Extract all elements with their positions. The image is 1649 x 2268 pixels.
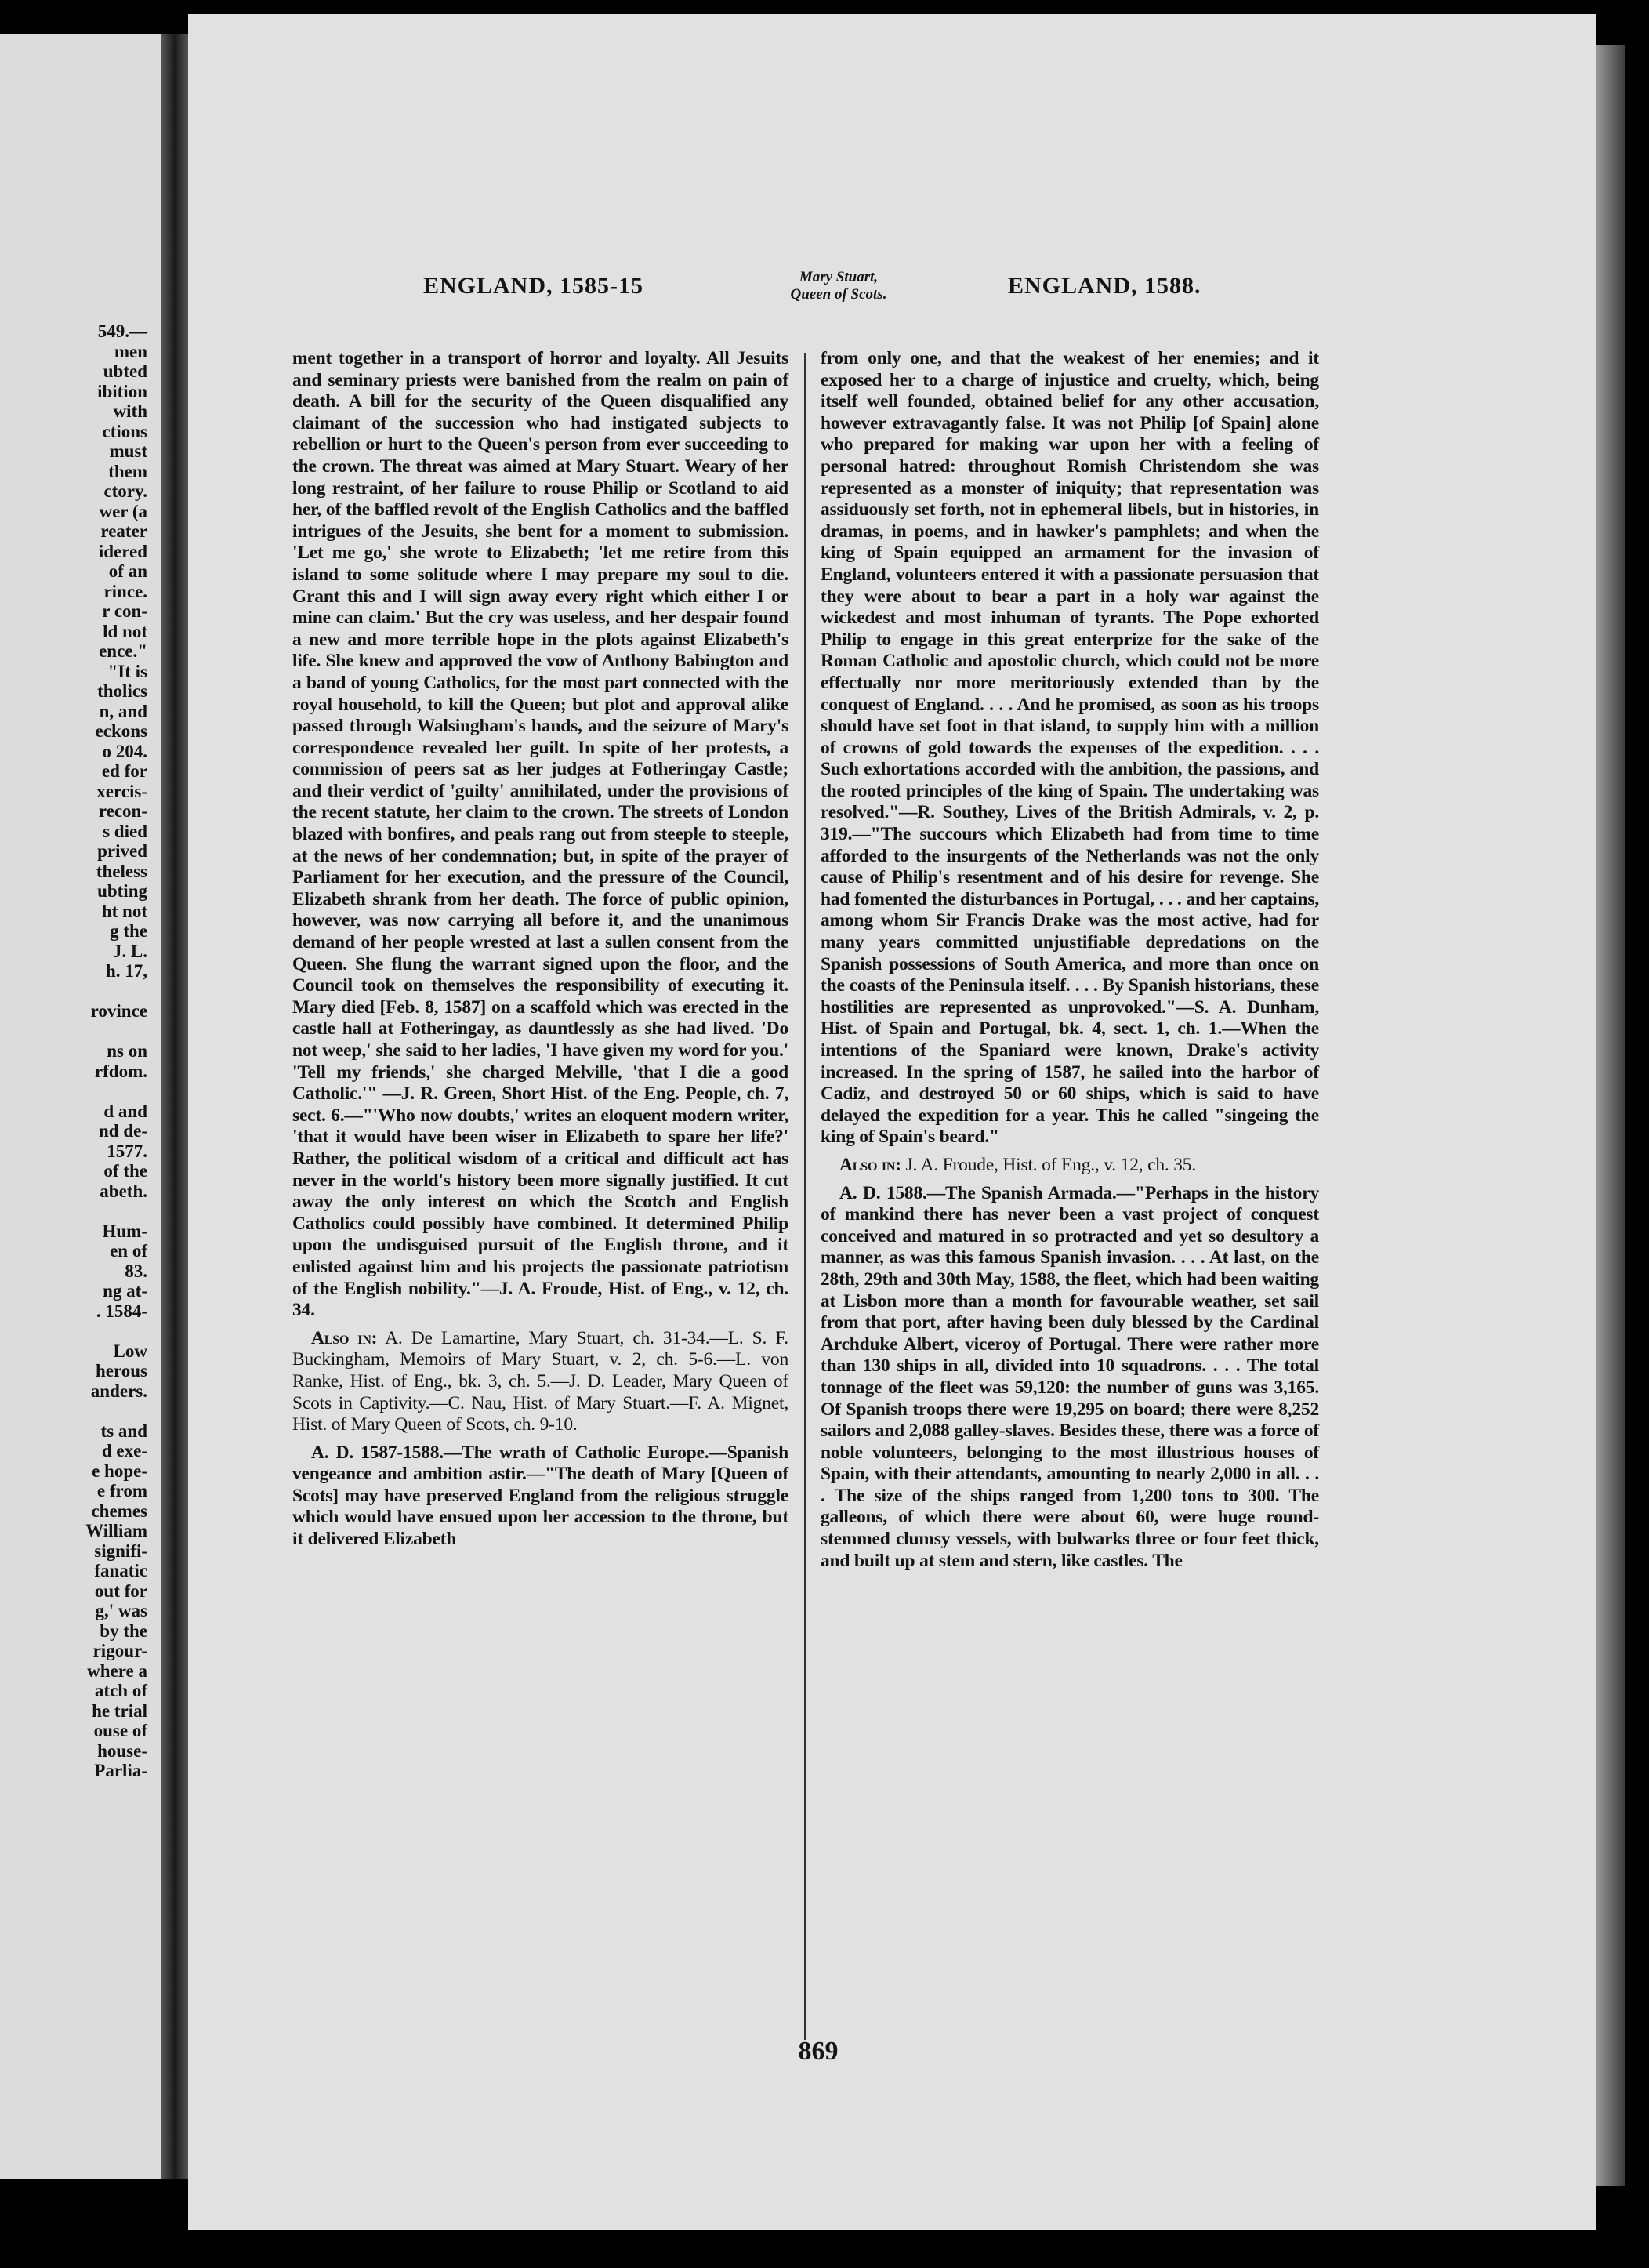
facing-page-line: abeth. [100,1181,147,1201]
page-stack-edge [1596,45,1625,2186]
facing-page-line: ibition [97,381,147,401]
facing-page-line: xercis- [96,781,147,801]
running-head-left: ENGLAND, 1585-15 [423,273,644,299]
facing-page-line: recon- [98,801,147,821]
facing-page-line: ld not [103,621,147,641]
facing-page-line: ctory. [103,481,147,501]
facing-page-line: herous [95,1361,147,1381]
entry-text: —"The death of Mary [Queen of Scots] may have preserved England from the religious struggle which would have ensued upon her accession to the throne, but it delivered Elizabeth [292,1464,789,1550]
running-head-center-line2: Queen of Scots. [790,286,887,303]
facing-page-line: must [109,441,147,461]
facing-page-line: ctions [102,421,147,441]
facing-page-line: chemes [91,1501,147,1521]
facing-page-line: he trial [92,1700,147,1721]
facing-page-line: Low [113,1341,147,1361]
running-head-center-line1: Mary Stuart, [799,269,879,285]
entry [292,1442,788,1551]
facing-page-line: ence." [99,641,147,661]
facing-page-line: e hope- [92,1461,147,1481]
facing-page-line: r con- [102,601,147,621]
facing-page-line: them [108,461,147,481]
facing-page-line: h. 17, [105,961,147,981]
facing-page-line: g,' was [95,1601,147,1620]
entry-heading: A. D. 1587-1588.—The wrath of Catholic Europe.—Spanish vengeance and ambition astir. [292,1442,788,1485]
facing-page-line: fanatic [94,1561,147,1580]
paragraph: from only one, and that the weakest of her enemies; and it exposed her to a charge of injustice and cruelty, which, being itself well founded, obtained belief for any other accusation, however extravagantly false. It was not Philip [of Spain] alone who prepared for making war upon her with a feeling of personal hatred: throughout Romish Christendom she was represented as a monster of iniquity; that representation was assiduously set forth, not in ephemeral libels, but in histories, in dramas, in poems, and in hawker's pamphlets; and when the king of Spain equipped an armament for the invasion of England, volunteers entered it with a passionate persuasion that they were about to bear a part in a holy war against the wickedest and most inhuman of tyrants. The Pope exhorted Philip to engage in this great enterprize for the sake of the Roman Catholic and apostolic church, which could not be more effectually nor more meritoriously extended than by the conquest of England. . . . And he promised, as soon as his troops should have set foot in that island, to supply him with a million of crowns of gold towards the expenses of the expedition. . . . Such exhortations accorded with the ambition, the passions, and the rooted principles of the king of Spain. The undertaking was resolved."—R. Southey, Lives of the British Admirals, v. 2, p. 319.—"The succours which Elizabeth had from time to time afforded to the insurgents of the Netherlands was not the only cause of Philip's resentment and of his desire for revenge. She had fomented the disturbances in Portugal, . . . and her captains, among whom Sir Francis Drake was the most active, had for many years committed unjustifiable depredations on the Spanish possessions of South America, and more than once on the coasts of the Peninsula itself. . . . By Spanish historians, these hostilities are represented as unprovoked."—S. A. Dunham, Hist. of Spain and Portugal, bk. 4, sect. 1, ch. 1.—When the intentions of the Spaniard were known, Drake's activity increased. In the spring of 1587, he sailed into the harbor of Cadiz, and destroyed 50 or 60 ships, which is said to have delayed the expedition for a year. This he called "singeing the king of Spain's beard." [821,348,1319,1148]
facing-page-line: atch of [94,1681,147,1700]
facing-page-line: tholics [97,681,147,701]
facing-page-line: 83. [125,1261,147,1281]
facing-page-line: rovince [90,1001,147,1021]
facing-page-line: house- [97,1740,147,1761]
facing-page-line: ng at- [103,1281,147,1301]
facing-page-line: ed for [101,761,147,781]
facing-page-line: where a [87,1660,147,1681]
also-in-text: J. A. Froude, Hist. of Eng., v. 12, ch. 35. [905,1154,1196,1175]
facing-page-line: e from [96,1481,147,1501]
facing-page-line: wer (a [99,501,147,521]
entry-heading: A. D. 1588.—The Spanish Armada. [839,1182,1117,1203]
facing-page-line: ubting [97,881,147,901]
facing-page-line: prived [97,841,147,861]
facing-page-line: . 1584- [96,1301,147,1321]
right-column [821,348,1319,1572]
facing-page-line: rfdom. [94,1061,147,1081]
facing-page-line: of an [108,561,147,581]
entry [821,1183,1319,1573]
facing-page-line: rince. [103,581,147,601]
paragraph: ment together in a transport of horror and loyalty. All Jesuits and seminary priests were banished from the realm on pain of death. A bill for the security of the Queen disqualified any claimant of the succession who had instigated subjects to rebellion or hurt to the Queen's person from ever succeeding to the crown. The threat was aimed at Mary Stuart. Weary of her long restraint, of her failure to rouse Philip or Scotland to aid her, of the baffled revolt of the English Catholics and the baffled intrigues of the Jesuits, she bent for a moment to submission. 'Let me go,' she wrote to Elizabeth; 'let me retire from this island to some solitude where I may prepare my soul to die. Grant this and I will sign away every right which either I or mine can claim.' But the cry was useless, and her despair found a new and more terrible hope in the plots against Elizabeth's life. She knew and approved the vow of Anthony Babington and a band of young Catholics, for the most part connected with the royal household, to kill the Queen; but plot and approval alike passed through Walsingham's hands, and the seizure of Mary's correspondence revealed her guilt. In spite of her protests, a commission of peers sat as her judges at Fotheringay Castle; and their verdict of 'guilty' annihilated, under the provisions of the recent statute, her claim to the crown. The streets of London blazed with bonfires, and peals rang out from steeple to steeple, at the news of her condemnation; but, in spite of the prayer of Parliament for her execution, and the pressure of the Council, Elizabeth shrank from her death. The force of public opinion, however, was now carrying all before it, and the unanimous demand of her people wrested at last a sullen consent from the Queen. She flung the warrant signed upon the floor, and the Council took on themselves the responsibility of executing it. Mary died [Feb. 8, 1587] on a scaffold which was erected in the castle hall at Fotheringay, as dauntlessly as she had lived. 'Do not weep,' she said to her ladies, 'I have given my word for you.' 'Tell my friends,' she charged Melville, 'that I die a good Catholic.'" —J. R. Green, Short Hist. of the Eng. People, ch. 7, sect. 6.—"'Who now doubts,' writes an eloquent modern writer, 'that it would have been wiser in Elizabeth to spare her life?' Rather, the political wisdom of a critical and difficult act has never in the world's history been more signally justified. It cut away the only interest on which the Scotch and English Catholics could possibly have combined. It determined Philip upon the undisguised pursuit of the English throne, and it enlisted against him and his projects the passionate patriotism of the English nobility."—J. A. Froude, Hist. of Eng., v. 12, ch. 34. [292,348,788,1321]
facing-page-line: d exe- [101,1441,147,1461]
also-in-text: A. De Lamartine, Mary Stuart, ch. 31-34.—L. S. F. Buckingham, Memoirs of Mary Stuart, v. 2, ch. 5-6.—L. von Ranke, Hist. of Eng., bk. 3, ch. 5.—J. D. Leader, Mary Queen of Scots in Captivity.—C. Nau, Hist. of Mary Stuart.—F. A. Mignet, Hist. of Mary Queen of Scots, ch. 9-10. [292,1327,788,1435]
facing-page-line: signifi- [94,1540,147,1561]
facing-page-line: nd de- [99,1121,147,1141]
facing-page-line: en of [110,1241,147,1261]
facing-page-line: n, and [99,701,147,721]
facing-page-line: Hum- [102,1221,147,1241]
facing-page-line: rigour- [92,1641,147,1660]
facing-page-line: by the [100,1620,147,1641]
facing-page-line: out for [94,1580,147,1601]
also-in-references [821,1155,1319,1177]
facing-page-line: ouse of [93,1721,147,1740]
facing-page-line: 1577. [107,1141,147,1161]
facing-page-line: "It is [107,661,147,681]
running-head-center [752,269,925,303]
also-in-label: Also in: [839,1154,901,1175]
facing-page-line: Parlia- [94,1761,147,1780]
left-column [292,348,788,1551]
facing-page-line: g the [110,921,147,941]
facing-page-line: ht not [101,901,147,921]
facing-page-line: ubted [103,361,147,381]
page [188,14,1596,2230]
facing-page-line: o 204. [102,741,147,761]
facing-page-line: eckons [95,721,147,741]
running-head-right: ENGLAND, 1588. [1008,273,1201,299]
facing-page-line: anders. [90,1381,147,1401]
facing-page-line: d and [103,1101,147,1121]
entry-text: —"Perhaps in the history of mankind there has never been a vast project of conquest conceived and matured in so protracted and yet so desultory a manner, as was this famous Spanish invasion. . . . At last, on the 28th, 29th and 30th May, 1588, the fleet, which had been waiting at Lisbon more than a month for favourable weather, set sail from that port, after having been duly blessed by the Cardinal Archduke Albert, viceroy of Portugal. There were rather more than 130 ships in all, divided into 10 squadrons. . . . The total tonnage of the fleet was 59,120: the number of guns was 3,165. Of Spanish troops there were 19,295 on board; there were 8,252 sailors and 2,088 galley-slaves. Besides these, there was a force of noble volunteers, belonging to the most illustrious houses of Spain, with their attendants, amounting to nearly 2,000 in all. . . . The size of the ships ranged from 1,200 tons to 300. The galleons, of which there were about 60, were huge round-stemmed clumsy vessels, with bulwarks three or four feet thick, and built up at stem and stern, like castles. The [821,1182,1319,1571]
facing-page-line: William [85,1521,147,1540]
column-rule [804,353,806,2040]
facing-page-line: with [113,401,147,421]
also-in-label: Also in: [311,1327,378,1348]
facing-page-line: s died [103,821,147,841]
book-gutter [161,34,188,2179]
facing-page-line: theless [96,861,147,881]
facing-page-line: ts and [100,1421,147,1441]
page-number: 869 [798,2037,839,2066]
facing-page-line: idered [98,541,147,561]
facing-page-fragment [0,34,161,2179]
facing-page-line: ns on [107,1041,147,1061]
facing-page-line: 549.— [97,321,147,341]
facing-page-line: reater [100,521,147,541]
facing-page-line: of the [103,1161,147,1181]
facing-page-line: J. L. [112,941,147,961]
facing-page-line: men [114,341,147,361]
also-in-references [292,1328,788,1436]
